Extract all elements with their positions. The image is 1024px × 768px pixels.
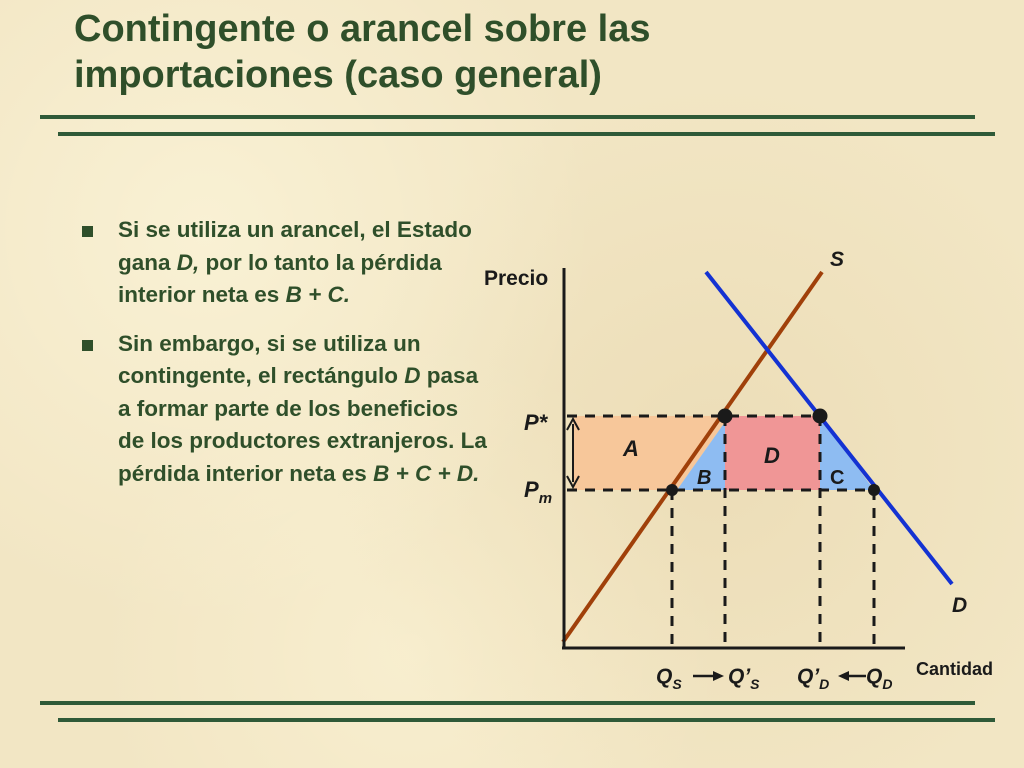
point-supply-p-m [666, 484, 678, 496]
area-d-label: D [764, 443, 780, 468]
bullet-text-run: por lo tanto la pérdida interior neta es [118, 249, 442, 307]
qd-prime-label: $Q’_D$ [797, 665, 830, 692]
bullet-italic-run: D [404, 363, 421, 388]
supply-label: S [830, 248, 845, 271]
title-line-1: Contingente o arancel sobre las [74, 8, 651, 50]
demand-label: D [952, 594, 968, 617]
footer-rule-lower [58, 718, 995, 722]
point-supply-p-star [718, 409, 733, 424]
area-a-label: A [623, 436, 639, 461]
area-b-label: B [697, 467, 712, 489]
x-axis-label: Cantidad [916, 659, 994, 679]
arrowhead-left [838, 671, 849, 681]
title-line-2: importaciones (caso general) [74, 54, 602, 96]
y-axis-label: Precio [484, 267, 549, 290]
footer-rule-upper [40, 701, 975, 705]
point-demand-p-star [813, 409, 828, 424]
bullet-text-run: pasa a formar parte de los beneficios de los productores extranjeros. La pérdida interior neta es [118, 363, 487, 486]
qd-label: $Q_D$ [866, 665, 893, 692]
bullet-italic-run: B + C. [285, 282, 350, 307]
arrowhead-right [713, 671, 724, 681]
qs-label: $Q_S$ [656, 665, 682, 692]
bullet-text-run: Sin embargo, si se utiliza un contingente, el rectángulo [118, 330, 421, 388]
p-m-label: $P_m$ [524, 477, 553, 507]
p-star-label: P* [524, 410, 548, 435]
bullet-italic-run: D, [176, 249, 200, 275]
point-demand-p-m [868, 484, 880, 496]
bullet-text-run: Si se utiliza un arancel, el Estado gana [118, 217, 472, 275]
qs-prime-label: $Q’_S$ [728, 665, 760, 692]
area-c-label: C [830, 467, 845, 489]
bullet-italic-run: B + C + D. [373, 460, 480, 486]
